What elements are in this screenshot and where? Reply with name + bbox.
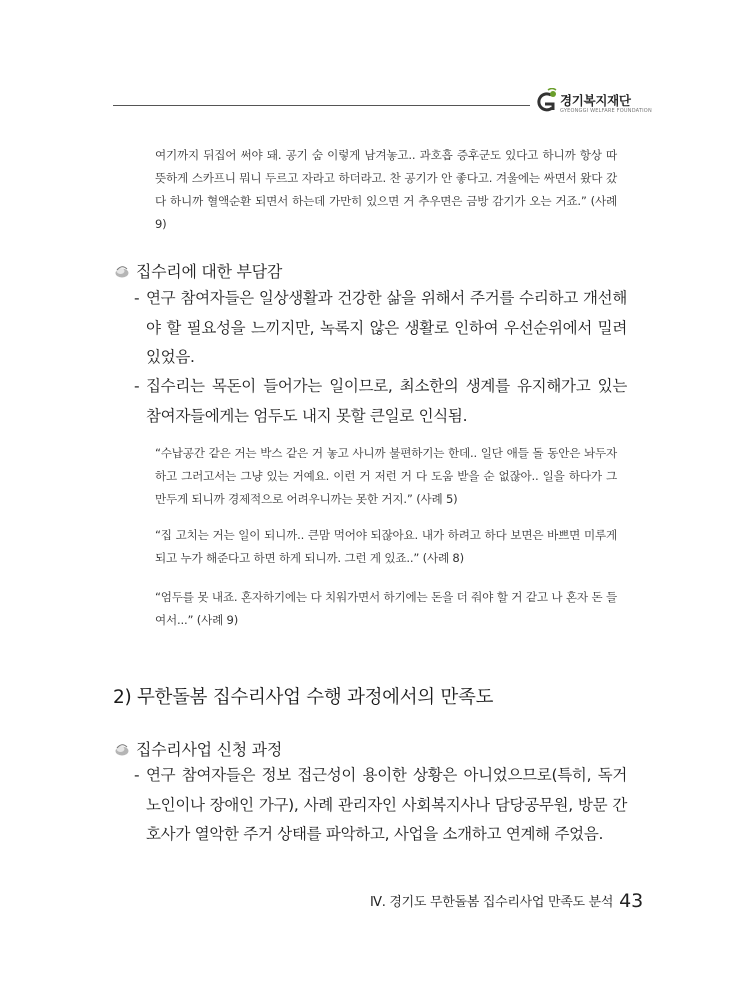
logo-text: 경기복지재단 — [560, 93, 631, 108]
bullet-icon — [114, 264, 130, 278]
chapter-title: Ⅳ. 경기도 무한돌봄 집수리사업 만족도 분석 — [370, 895, 614, 910]
paragraph-apply-1 — [134, 761, 627, 850]
section-title: 2) 무한돌봄 집수리사업 수행 과정에서의 만족도 — [113, 687, 494, 708]
heading-apply — [114, 737, 282, 760]
bullet-icon — [114, 742, 130, 756]
foundation-logo — [534, 88, 652, 120]
quote-text: 여기까지 뒤집어 써야 돼. 공기 숨 이렇게 남겨놓고.. 과호흡 증후군도 있다고 하니까 항상 따뜻하게 스카프니 뭐니 두르고 자라고 하더라고. 찬 공기가 안 좋다고. 겨울에는 싸면서 왔다 갔다 하니까 혈액순환 되면서 하는데 가만히 있으면 거 추우면은 금방 감기가 오는 거죠.” (사례 9) — [155, 148, 617, 231]
paragraph-burden-1 — [134, 284, 627, 373]
dash-marker: - — [134, 289, 140, 307]
interview-quote-3 — [155, 524, 617, 570]
logo-mark-icon — [534, 88, 558, 118]
paragraph-text: 집수리는 목돈이 들어가는 일이므로, 최소한의 생계를 유지해가고 있는 참여자들에게는 엄두도 내지 못할 큰일로 인식됨. — [146, 377, 627, 425]
paragraph-burden-2 — [134, 372, 627, 431]
header-rule — [113, 105, 530, 106]
interview-quote-2 — [155, 442, 617, 511]
interview-quote-4 — [155, 586, 617, 632]
quote-text: “집 고치는 거는 일이 되니까.. 큰맘 먹어야 되잖아요. 내가 하려고 하다 보면은 바쁘면 미루게 되고 누가 해준다고 하면 하게 되니까. 그런 게 있죠..” (사례 8) — [155, 528, 617, 565]
quote-text: “수납공간 같은 거는 박스 같은 거 놓고 사니까 불편하기는 한데.. 일단 애들 돌 동안은 놔두자 하고 그러고서는 그냥 있는 거예요. 이런 거 저런 거 다 도움 받을 순 없잖아.. 일을 하다가 그만두게 되니까 경제적으로 어려우니까는 못한 거지.” (사례 5) — [155, 446, 617, 506]
dash-marker: - — [134, 377, 140, 395]
heading-burden — [114, 259, 282, 282]
heading-text: 집수리에 대한 부담감 — [136, 262, 282, 281]
page-footer — [370, 890, 643, 912]
quote-text: “엄두를 못 내죠. 혼자하기에는 다 치워가면서 하기에는 돈을 더 줘야 할 거 같고 나 혼자 돈 들여서...” (사례 9) — [155, 590, 617, 627]
page-number: 43 — [619, 890, 644, 912]
logo-subtext: GYEONGGI WELFARE FOUNDATION — [560, 108, 652, 114]
paragraph-text: 연구 참여자들은 일상생활과 건강한 삶을 위해서 주거를 수리하고 개선해야 할 필요성을 느끼지만, 녹록지 않은 생활로 인하여 우선순위에서 밀려 있었음. — [146, 289, 627, 366]
interview-quote-1 — [155, 144, 617, 236]
dash-marker: - — [134, 766, 140, 784]
heading-text: 집수리사업 신청 과정 — [136, 740, 282, 759]
paragraph-text: 연구 참여자들은 정보 접근성이 용이한 상황은 아니었으므로(특히, 독거노인이나 장애인 가구), 사례 관리자인 사회복지사나 담당공무원, 방문 간호사가 열악한 주거 상태를 파악하고, 사업을 소개하고 연계해 주었음. — [146, 766, 627, 843]
